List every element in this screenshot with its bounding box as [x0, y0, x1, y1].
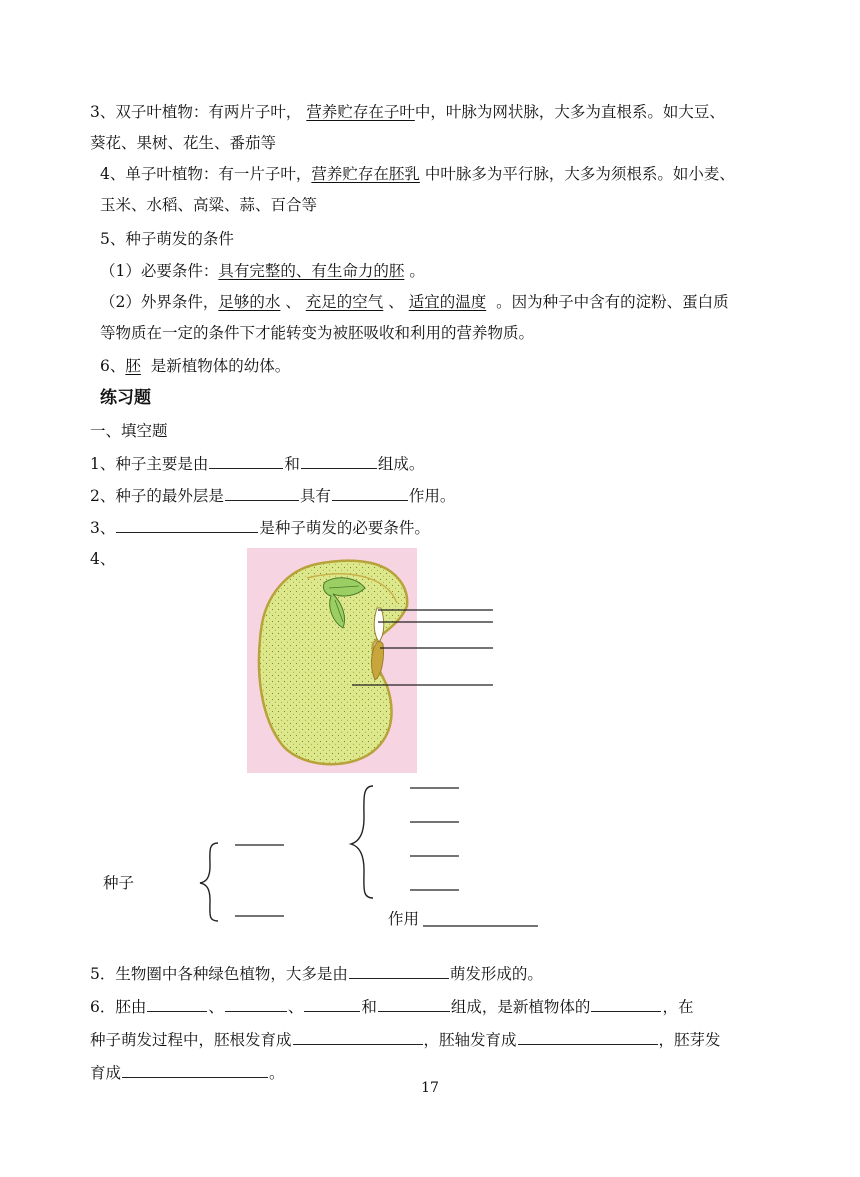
- answer-blank[interactable]: [301, 452, 377, 469]
- text: 。因为种子中含有的淀粉、蛋白质: [496, 293, 729, 311]
- answer-blank[interactable]: [304, 995, 360, 1012]
- text: 。: [409, 262, 425, 280]
- text: （1）必要条件：: [100, 262, 219, 280]
- answer-underlined: 营养贮存在子叶: [306, 103, 415, 121]
- question-1: [90, 452, 424, 475]
- answer-underlined: 充足的空气: [305, 293, 384, 311]
- answer-underlined: 营养贮存在胚乳: [311, 165, 420, 183]
- text: 是新植物体的幼体。: [150, 357, 291, 375]
- note-line-4-cont: 玉米、水稻、高粱、蒜、百合等: [100, 196, 318, 214]
- answer-blank[interactable]: [116, 516, 258, 533]
- text: 和: [284, 455, 300, 473]
- text: 中，叶脉为网状脉，大多为直根系。如大豆、: [414, 103, 725, 121]
- note-line-5: 5、种子萌发的条件: [100, 230, 234, 248]
- text: 3、: [90, 519, 116, 537]
- note-line-6: [100, 355, 290, 377]
- answer-blank[interactable]: [225, 484, 299, 501]
- text: ，在: [662, 998, 694, 1016]
- text: 育成: [90, 1064, 122, 1082]
- answer-blank[interactable]: [209, 452, 283, 469]
- text: ，胚芽发: [658, 1031, 721, 1049]
- text: 1、种子主要是由: [90, 455, 209, 473]
- text: 具有: [299, 487, 331, 505]
- text: 、: [285, 293, 301, 311]
- answer-blank[interactable]: [293, 1028, 423, 1045]
- text: 、: [287, 998, 304, 1016]
- answer-blank[interactable]: [225, 995, 287, 1012]
- bean-seed-figure: [247, 548, 417, 773]
- note-line-5-1: [100, 260, 425, 282]
- text: 作用。: [408, 487, 456, 505]
- answer-blank[interactable]: [147, 995, 207, 1012]
- text: ，胚轴发育成: [423, 1031, 517, 1049]
- note-line-4: [100, 163, 735, 185]
- text: 3、双子叶植物：有两片子叶，: [90, 103, 302, 121]
- answer-underlined: 足够的水: [218, 293, 281, 311]
- note-line-5-2-cont: 等物质在一定的条件下才能转变为被胚吸收和利用的营养物质。: [100, 324, 535, 342]
- note-line-3-cont: 葵花、果树、花生、番茄等: [90, 134, 277, 152]
- section-fill-in: 一、填空题: [90, 422, 168, 440]
- exercise-title: 练习题: [100, 388, 151, 408]
- question-6-cont: [90, 1028, 721, 1051]
- note-line-3: [90, 101, 725, 123]
- question-6: [90, 995, 693, 1018]
- answer-underlined: 胚: [125, 357, 141, 375]
- answer-blank[interactable]: [591, 995, 661, 1012]
- text: 萌发形成的。: [449, 965, 543, 983]
- note-line-5-2: [100, 291, 729, 313]
- text: 和: [361, 998, 377, 1016]
- answer-blank[interactable]: [332, 484, 408, 501]
- brace-right: [351, 786, 373, 898]
- text: 2、种子的最外层是: [90, 487, 224, 505]
- text: 、: [208, 998, 224, 1016]
- answer-blank[interactable]: [518, 1028, 658, 1045]
- text: 、: [388, 293, 404, 311]
- question-5: [90, 962, 543, 985]
- text: 是种子萌发的必要条件。: [259, 519, 430, 537]
- text: 6．胚由: [90, 998, 147, 1016]
- text: （2）外界条件，: [100, 293, 219, 311]
- page-number: 17: [421, 1080, 439, 1096]
- answer-underlined: 适宜的温度: [408, 293, 487, 311]
- text: 5．生物圈中各种绿色植物，大多是由: [90, 965, 348, 983]
- text: 种子萌发过程中，胚根发育成: [90, 1031, 292, 1049]
- question-2: [90, 484, 455, 507]
- brace-left: [200, 843, 218, 921]
- text: 中叶脉多为平行脉，大多为须根系。如小麦、: [424, 165, 735, 183]
- answer-blank[interactable]: [122, 1061, 268, 1078]
- text: 4、单子叶植物：有一片子叶，: [100, 165, 312, 183]
- tree-function-label: 作用: [388, 910, 420, 928]
- question-3: [90, 516, 430, 539]
- answer-blank[interactable]: [349, 962, 449, 979]
- answer-underlined: 具有完整的、有生命力的胚: [218, 262, 405, 280]
- text: 6、: [100, 357, 126, 375]
- answer-blank[interactable]: [378, 995, 450, 1012]
- question-4: 4、: [90, 550, 116, 568]
- text: 。: [269, 1064, 285, 1082]
- tree-root-label: 种子: [103, 874, 135, 892]
- text: 组成，是新植物体的: [450, 998, 591, 1016]
- text: 组成。: [377, 455, 425, 473]
